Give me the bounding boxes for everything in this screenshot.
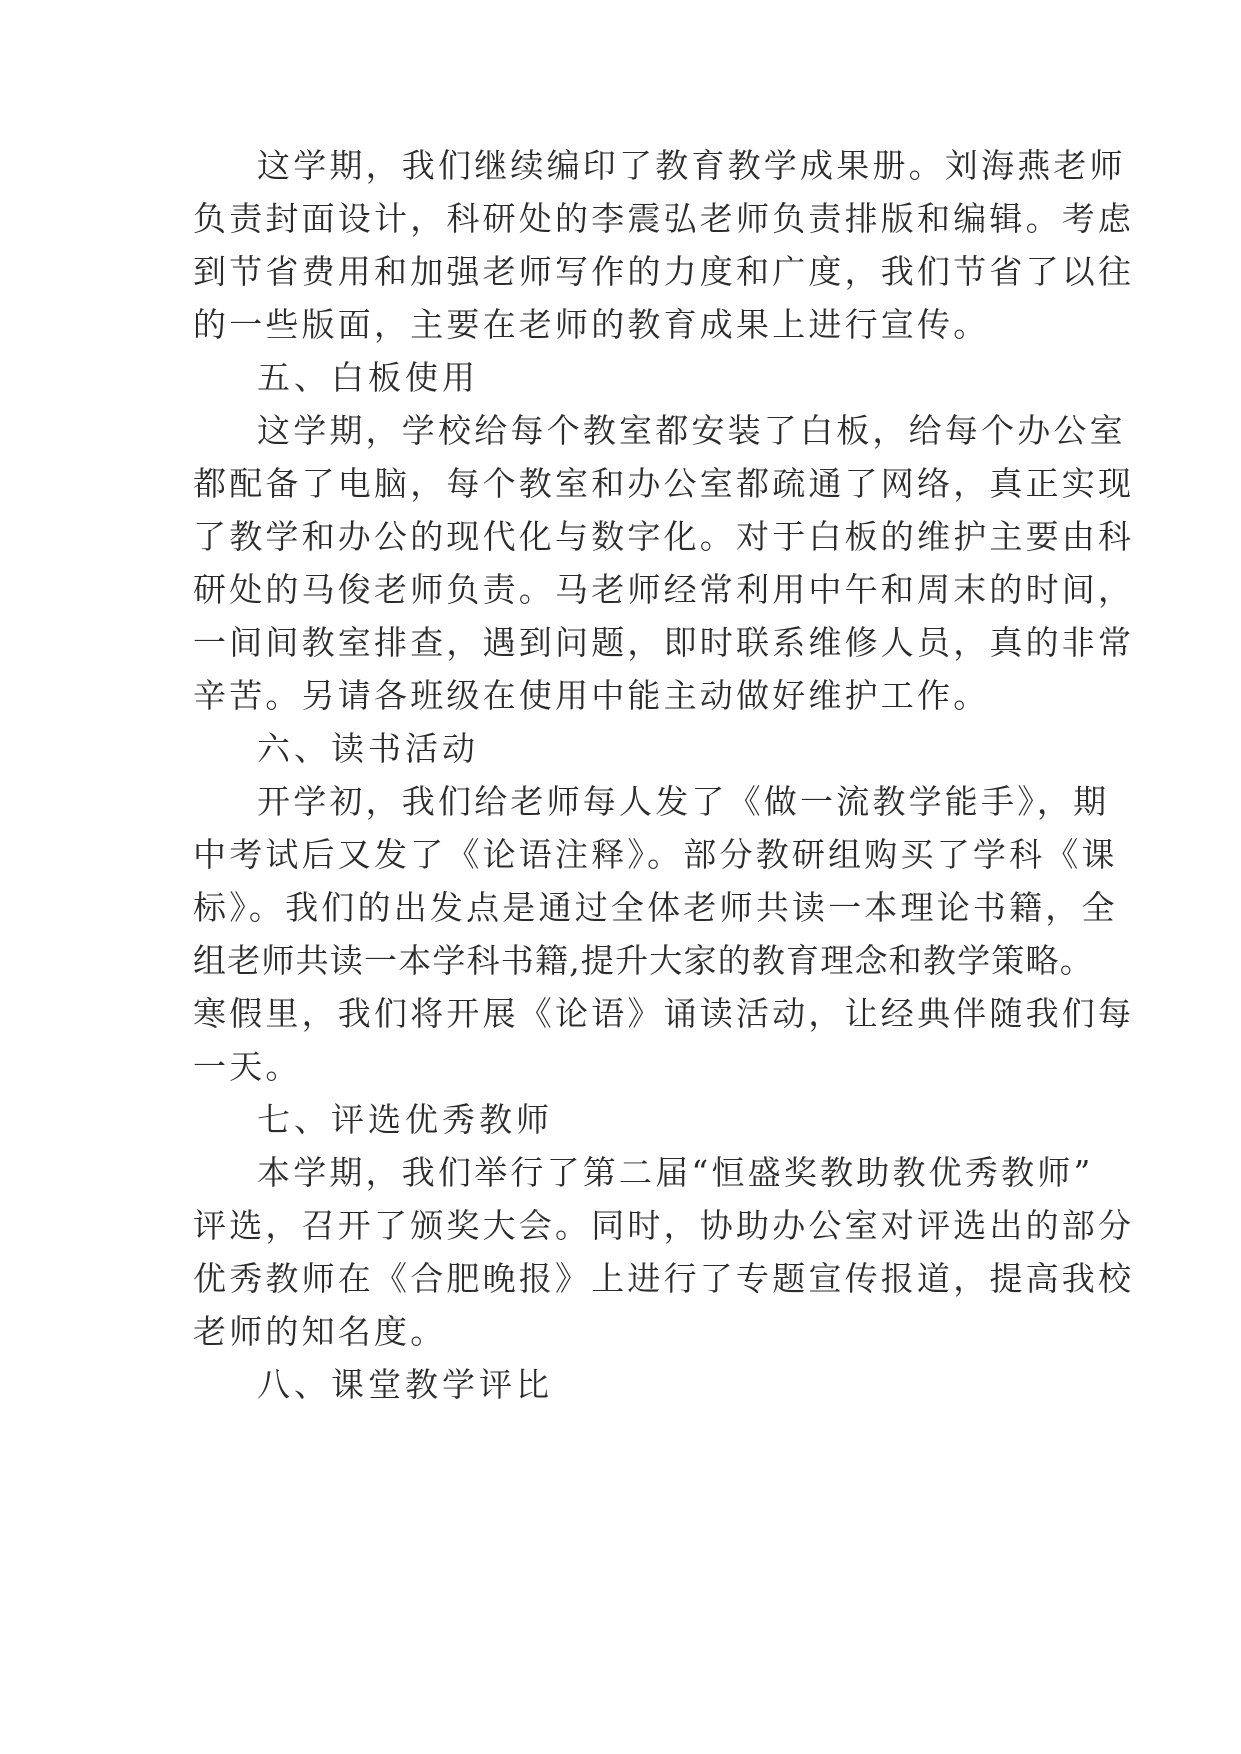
paragraph-line: 优秀教师在《合肥晚报》上进行了专题宣传报道，提高我校	[193, 1259, 1135, 1298]
paragraph-line: 这学期，我们继续编印了教育教学成果册。刘海燕老师	[257, 146, 1126, 185]
paragraph-line: 这学期，学校给每个教室都安装了白板，给每个办公室	[257, 411, 1126, 450]
paragraph-line: 组老师共读一本学科书籍,提升大家的教育理念和教学策略。	[193, 941, 1094, 980]
section-heading: 五、白板使用	[257, 358, 479, 397]
section-heading: 八、课堂教学评比	[257, 1365, 553, 1404]
paragraph-line: 标》。我们的出发点是通过全体老师共读一本理论书籍，全	[193, 888, 1118, 927]
paragraph-line: 的一些版面，主要在老师的教育成果上进行宣传。	[193, 305, 990, 344]
paragraph-line: 到节省费用和加强老师写作的力度和广度，我们节省了以往	[193, 252, 1135, 291]
paragraph-line: 研处的马俊老师负责。马老师经常利用中午和周末的时间，	[193, 570, 1135, 609]
paragraph-line: 都配备了电脑，每个教室和办公室都疏通了网络，真正实现	[193, 464, 1135, 503]
section-heading: 七、评选优秀教师	[257, 1100, 553, 1139]
paragraph-line: 本学期，我们举行了第二届“恒盛奖教助教优秀教师”	[257, 1153, 1094, 1192]
paragraph-line: 一间间教室排查，遇到问题，即时联系维修人员，真的非常	[193, 623, 1135, 662]
paragraph-line: 了教学和办公的现代化与数字化。对于白板的维护主要由科	[193, 517, 1135, 556]
paragraph-line: 评选，召开了颁奖大会。同时，协助办公室对评选出的部分	[193, 1206, 1135, 1245]
paragraph-line: 老师的知名度。	[193, 1312, 447, 1351]
paragraph-line: 开学初，我们给老师每人发了《做一流教学能手》，期	[257, 782, 1110, 821]
paragraph-line: 负责封面设计，科研处的李震弘老师负责排版和编辑。考虑	[193, 199, 1135, 238]
paragraph-line: 辛苦。另请各班级在使用中能主动做好维护工作。	[193, 676, 990, 715]
paragraph-line: 一天。	[193, 1047, 302, 1086]
paragraph-line: 中考试后又发了《论语注释》。部分教研组购买了学科《课	[193, 835, 1118, 874]
paragraph-line: 寒假里，我们将开展《论语》诵读活动，让经典伴随我们每	[193, 994, 1135, 1033]
section-heading: 六、读书活动	[257, 729, 479, 768]
